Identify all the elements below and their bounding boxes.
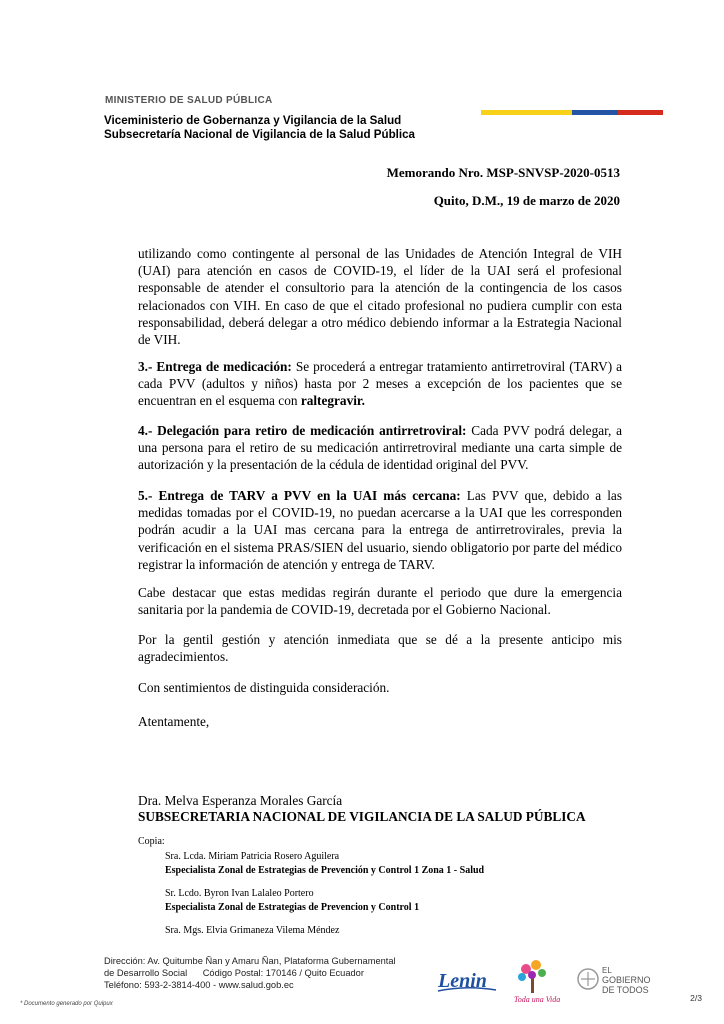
- footer-address: [104, 955, 396, 991]
- footer-line-1: Dirección: Av. Quitumbe Ñan y Amaru Ñan, Plataforma Gubernamental: [104, 956, 396, 966]
- closing-text-2: Por la gentil gestión y atención inmediata que se dé a la presente anticipo mis agradecimientos.: [138, 632, 622, 665]
- copy-recipient-3: [165, 924, 339, 938]
- copy-recipient-1-name: Sra. Lcda. Miriam Patricia Rosero Aguilera: [165, 851, 340, 862]
- copy-recipient-3-name: Sra. Mgs. Elvia Grimaneza Vilema Méndez: [165, 925, 340, 936]
- generated-note: * Documento generado por Quipux: [20, 1001, 113, 1007]
- paragraph-closing-4: [138, 713, 622, 730]
- copy-recipient-1: [165, 850, 484, 878]
- subsecretary-title: Subsecretaría Nacional de Vigilancia de la Salud Pública: [104, 128, 416, 141]
- page-number: 2/3: [690, 993, 702, 1003]
- item-4-text: Cada PVV podrá delegar, a una persona para el retiro de su medicación antirretroviral mediante una carta simple de autorización y la presentación de la cédula de identidad original del PVV.: [138, 423, 622, 473]
- viceministry-title: Viceministerio de Gobernanza y Vigilancia de la Salud: [104, 114, 402, 127]
- item-3-text: Se procederá a entregar tratamiento antirretroviral (TARV) a cada PVV (adultos y niños) hasta por 2 meses a excepción de los pacientes que se encuentran en el esquema con: [138, 359, 622, 409]
- copy-recipient-2: [165, 887, 419, 915]
- item-3-heading: 3.- Entrega de medicación:: [138, 359, 292, 374]
- raltegravir-label: raltegravir.: [300, 393, 365, 409]
- copy-label: Copia:: [138, 836, 165, 847]
- memo-date: Quito, D.M., 19 de marzo de 2020: [433, 193, 620, 208]
- paragraph-closing-3: [138, 679, 622, 696]
- copy-recipient-1-role: Especialista Zonal de Estrategias de Prevención y Control 1 Zona 1 - Salud: [165, 865, 485, 876]
- footer-line-2: de Desarrollo Social Código Postal: 170146 / Quito Ecuador: [104, 968, 364, 978]
- gobierno-text-3: DE TODOS: [602, 985, 649, 995]
- paragraph-5: [138, 487, 622, 573]
- signer-name: Dra. Melva Esperanza Morales García: [138, 793, 343, 808]
- signer-title: SUBSECRETARIA NACIONAL DE VIGILANCIA DE LA SALUD PÚBLICA: [138, 809, 586, 824]
- memo-number: Memorando Nro. MSP-SNVSP-2020-0513: [386, 165, 620, 180]
- closing-text-1: Cabe destacar que estas medidas regirán durante el periodo que dure la emergencia sanitaria por la pandemia de COVID-19, decretada por el Gobierno Nacional.: [138, 585, 622, 618]
- flag-bar: [481, 110, 663, 115]
- toda-una-vida-text: Toda una Vida: [514, 995, 561, 1004]
- gobierno-de-todos-logo: [578, 966, 651, 995]
- government-logos: [436, 957, 656, 1005]
- paragraph-4: [138, 422, 622, 474]
- paragraph-closing-2: [138, 631, 622, 665]
- copy-recipient-2-name: Sr. Lcdo. Byron Ivan Lalaleo Portero: [165, 888, 314, 899]
- salutation: Atentamente,: [138, 714, 210, 729]
- paragraph-1: [138, 245, 622, 348]
- item-4-heading: 4.- Delegación para retiro de medicación antirretroviral:: [138, 423, 467, 438]
- footer-line-3: Teléfono: 593-2-3814-400 - www.salud.gob.ec: [104, 980, 294, 990]
- item-5-text: Las PVV que, debido a las medidas tomadas por el COVID-19, no puedan acercarse a la UAI que les corresponden podrán acudir a la UAI mas cercana para la entrega de antirretrovirales, previa la verificación en el sistema PRAS/SIEN del usuario, siendo obligatorio por parte del médico registrar la información de atención y entrega de TARV.: [138, 488, 623, 572]
- flag-yellow: [481, 110, 572, 115]
- gobierno-text-1: EL: [602, 966, 612, 975]
- toda-una-vida-logo: [514, 960, 560, 1004]
- flag-blue: [572, 110, 618, 115]
- gobierno-text-2: GOBIERNO: [602, 975, 651, 985]
- paragraph-closing-1: [138, 584, 622, 618]
- item-5-heading: 5.- Entrega de TARV a PVV en la UAI más cercana:: [138, 488, 461, 503]
- closing-text-3: Con sentimientos de distinguida consideración.: [138, 680, 390, 695]
- paragraph-1-text: utilizando como contingente al personal de las Unidades de Atención Integral de VIH (UAI) para atención en casos de COVID-19, el líder de la UAI será el profesional responsable de atender el consultorio para la atención de la contingencia de los casos relacionados con VIH. En caso de que el citado profesional no pudiera cumplir con esta responsabilidad, deberá delegar a otro médico debiendo informar a la Estrategia Nacional de VIH.: [138, 246, 622, 348]
- lenin-logo: Lenin: [438, 970, 487, 992]
- ministry-name: MINISTERIO DE SALUD PÚBLICA: [105, 95, 273, 106]
- flag-red: [618, 110, 664, 115]
- copy-recipient-2-role: Especialista Zonal de Estrategias de Prevencion y Control 1: [165, 902, 420, 913]
- paragraph-3: [138, 358, 622, 410]
